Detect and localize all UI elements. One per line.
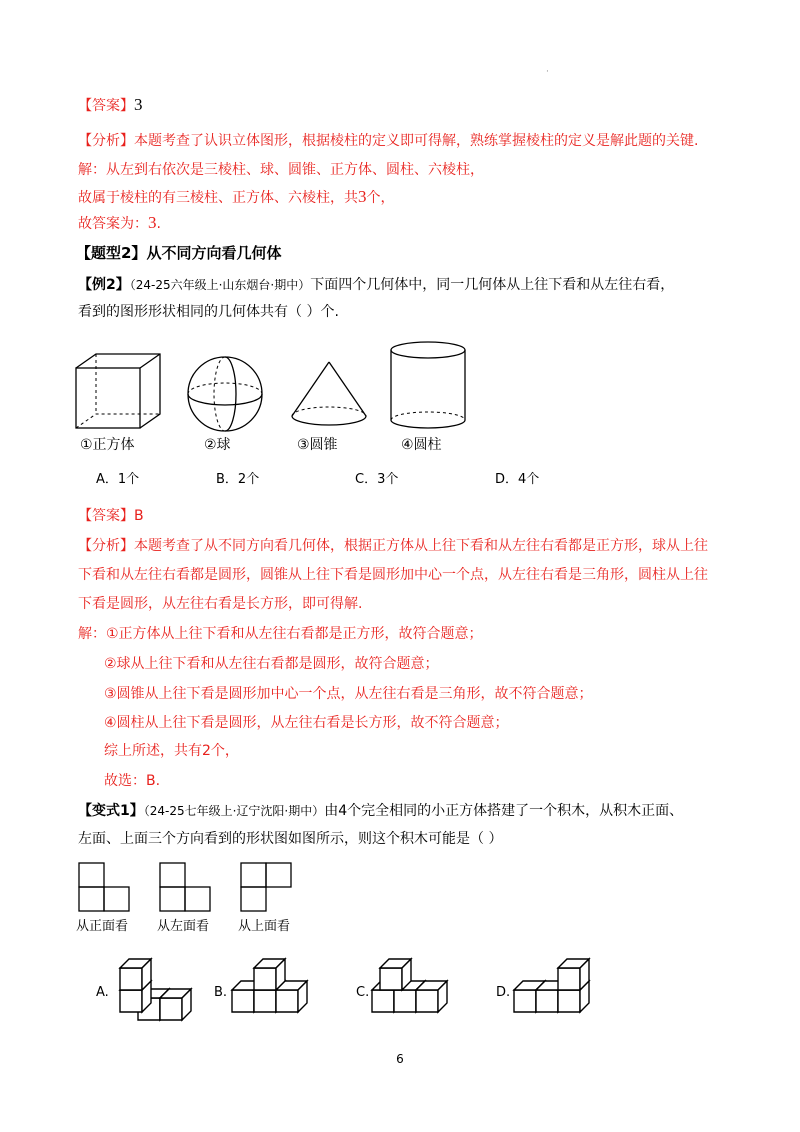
cube-figure: [74, 352, 164, 432]
top-view-figure: [240, 862, 296, 912]
answer-line-2: 【答案】B: [78, 508, 144, 524]
solution-2-line-5: 综上所述，共有2个，: [104, 743, 239, 759]
cube-face: [394, 990, 416, 1012]
option-v-a: A.: [96, 985, 109, 1000]
view-label-left: 从左面看: [157, 919, 210, 934]
cube-face: [254, 990, 276, 1012]
option-a: A．1个: [96, 472, 140, 487]
cube-face: [372, 990, 394, 1012]
example-2-line-1: 【例2】（24-25六年级上·山东烟台·期中）下面四个几何体中，同一几何体从上往下看和从左往右看，: [78, 277, 675, 293]
cube-face: [120, 968, 142, 990]
front-view-figure: [78, 862, 134, 912]
cylinder-figure: [388, 340, 468, 432]
solid-label-cube: ①正方体: [80, 437, 135, 453]
analysis-2-line-3: 下看是圆形，从左往右看是长方形，即可得解.: [78, 596, 363, 612]
cube-face: [276, 990, 298, 1012]
cubes-option-c: [370, 946, 460, 1026]
variant-1-line-1: 【变式1】（24-25七年级上·辽宁沈阳·期中）由4个完全相同的小正方体搭建了一个积木，从积木正面、: [78, 803, 684, 819]
view-label-front: 从正面看: [76, 919, 129, 934]
solid-label-cone: ③圆锥: [297, 437, 338, 453]
option-b: B．2个: [216, 472, 260, 487]
cubes-option-b: [230, 946, 320, 1026]
cube-face: [380, 968, 402, 990]
cube-face: [160, 998, 182, 1020]
solution-1-line-1: 解：从左到右依次是三棱柱、球、圆锥、正方体、圆柱、六棱柱，: [78, 162, 484, 178]
cube-face: [254, 968, 276, 990]
solution-1-line-2: 故属于棱柱的有三棱柱、正方体、六棱柱，共3个，: [78, 187, 395, 206]
solution-2-line-6: 故选：B.: [104, 773, 161, 789]
cube-face: [536, 990, 558, 1012]
option-d: D．4个: [495, 472, 540, 487]
analysis-2-line-1: 【分析】本题考查了从不同方向看几何体，根据正方体从上往下看和从左往右看都是正方形，球从上往: [78, 538, 708, 554]
cube-face: [558, 990, 580, 1012]
cube-face: [232, 990, 254, 1012]
option-v-d: D.: [496, 985, 511, 1000]
solution-2-line-2: ②球从上往下看和从左往右看都是圆形，故符合题意；: [104, 656, 439, 672]
section-heading: 【题型2】从不同方向看几何体: [76, 244, 282, 262]
analysis-1: 【分析】本题考查了认识立体图形，根据棱柱的定义即可得解，熟练掌握棱柱的定义是解此题的关键.: [78, 133, 699, 149]
analysis-2-line-2: 下看和从左往右看都是圆形，圆锥从上往下看是圆形加中心一个点，从左往右看是三角形，圆柱从上往: [78, 567, 708, 583]
option-c: C．3个: [355, 472, 399, 487]
solution-2-line-1: 解：①正方体从上往下看和从左往右看都是正方形，故符合题意；: [78, 626, 483, 642]
cube-face: [558, 968, 580, 990]
solution-2-line-3: ③圆锥从上往下看是圆形加中心一个点，从左往右看是三角形，故不符合题意；: [104, 686, 593, 702]
cube-face: [120, 990, 142, 1012]
solid-label-cylinder: ④圆柱: [401, 437, 442, 453]
view-label-top: 从上面看: [238, 919, 291, 934]
cubes-option-d: [512, 946, 602, 1026]
solution-2-line-4: ④圆柱从上往下看是圆形，从左往右看是长方形，故不符合题意；: [104, 715, 509, 731]
cube-face: [416, 990, 438, 1012]
answer-value-1: 3: [134, 95, 143, 114]
option-v-b: B.: [214, 985, 228, 1000]
top-mark: ·: [546, 67, 549, 77]
cube-face: [514, 990, 536, 1012]
example-2-line-2: 看到的图形形状相同的几何体共有（ ）个.: [78, 304, 339, 320]
variant-1-line-2: 左面、上面三个方向看到的形状图如图所示，则这个积木可能是（ ）: [78, 831, 503, 847]
solid-label-sphere: ②球: [204, 437, 231, 453]
sphere-figure: [185, 354, 265, 434]
solution-1-line-3: 故答案为：3.: [78, 213, 161, 232]
answer-line-1: 【答案】3: [78, 95, 143, 114]
cubes-option-a: [110, 946, 200, 1026]
page-number: 6: [396, 1052, 404, 1066]
option-v-c: C.: [356, 985, 370, 1000]
cone-figure: [289, 360, 369, 430]
left-view-figure: [159, 862, 215, 912]
